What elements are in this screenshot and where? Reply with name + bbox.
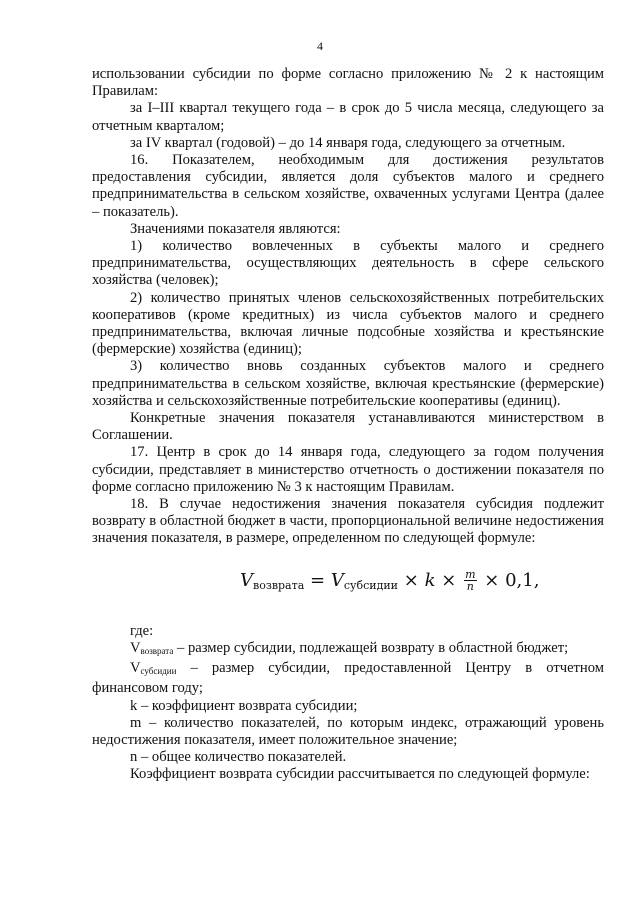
definition-symbol: m [130, 714, 142, 731]
definition-symbol: V [130, 660, 141, 677]
paragraph: 16. Показателем, необходимым для достижения результатов предоставления субсидии, является доля субъектов малого и среднего предпринимательства в сельском хозяйстве, охваченных услугами Центра (далее – показатель). [92, 152, 604, 220]
formula-v-subsidy-sub: субсидии [343, 578, 399, 592]
paragraph: 3) количество вновь созданных субъектов малого и среднего предпринимательства в сельском хозяйстве, включая крестьянские (фермерские) хозяйства и сельскохозяйственные потребительские кооперативы (единиц). [92, 358, 604, 409]
formula-tail: 0,1, [505, 569, 540, 591]
formula-equals: = [310, 569, 326, 591]
document-body [92, 66, 604, 784]
formula-times: × [441, 569, 457, 591]
paragraph: 17. Центр в срок до 14 января года, следующего за годом получения субсидии, представляет в министерство отчетность о достижении показателя по форме согласно приложению № 3 к настоящим Правилам. [92, 444, 604, 495]
definition-text: – размер субсидии, подлежащей возврату в областной бюджет; [173, 639, 569, 656]
paragraph: Значениями показателя являются: [130, 220, 341, 237]
formula-times: × [484, 569, 500, 591]
paragraph: Конкретные значения показателя устанавливаются министерством в Соглашении. [92, 410, 604, 444]
definition-symbol: V [130, 639, 141, 656]
paragraph: за IV квартал (годовой) – до 14 января года, следующего за отчетным. [130, 134, 566, 151]
definition [92, 749, 604, 766]
formula-v-subsidy: V [330, 569, 344, 591]
definition-text: – количество показателей, по которым индекс, отражающий уровень недостижения показателя, имеет положительное значение; [92, 714, 604, 748]
page-number: 4 [317, 39, 323, 53]
definition-text: – общее количество показателей. [137, 749, 347, 766]
definition-symbol: k [130, 697, 138, 714]
paragraph: 18. В случае недостижения значения показателя субсидия подлежит возврату в областной бюджет в части, пропорциональной величине недостижения значения показателя, в размере, определенном по следующей формуле: [92, 496, 604, 547]
definition [92, 660, 604, 697]
where-label: где: [130, 622, 154, 639]
paragraph: за I–III квартал текущего года – в срок до 5 числа месяца, следующего за отчетным кварталом; [92, 100, 604, 134]
definition [92, 715, 604, 749]
formula-v-return-sub: возврата [253, 578, 305, 592]
definition-text: – размер субсидии, предоставленной Центру в отчетном финансовом году; [92, 660, 604, 697]
paragraph: использовании субсидии по форме согласно приложению № 2 к настоящим Правилам: [92, 66, 604, 100]
definition-text: – коэффициент возврата субсидии; [137, 697, 358, 714]
formula-n: n [466, 580, 474, 594]
definition [92, 698, 604, 715]
definition-symbol-sub: субсидии [140, 666, 177, 677]
paragraph: 1) количество вовлеченных в субъекты малого и среднего предпринимательства, осуществляющих деятельность в сфере сельского хозяйства (человек); [92, 238, 604, 289]
refund-formula [92, 566, 604, 601]
definition-symbol-sub: возврата [140, 645, 174, 656]
formula-k: k [424, 569, 436, 591]
formula-m: m [465, 568, 476, 582]
formula-v-return: V [240, 569, 253, 591]
paragraph: 2) количество принятых членов сельскохозяйственных потребительских кооперативов (кроме кредитных) из числа субъектов малого и среднего предпринимательства, включая личные подсобные хозяйства и крестьянские (фермерские) хозяйства (единиц); [92, 289, 604, 358]
formula-times: × [403, 569, 419, 591]
definition [92, 640, 604, 660]
formula-fraction [464, 569, 476, 592]
definition-symbol: n [130, 749, 138, 766]
closing-paragraph: Коэффициент возврата субсидии рассчитывается по следующей формуле: [130, 766, 590, 783]
